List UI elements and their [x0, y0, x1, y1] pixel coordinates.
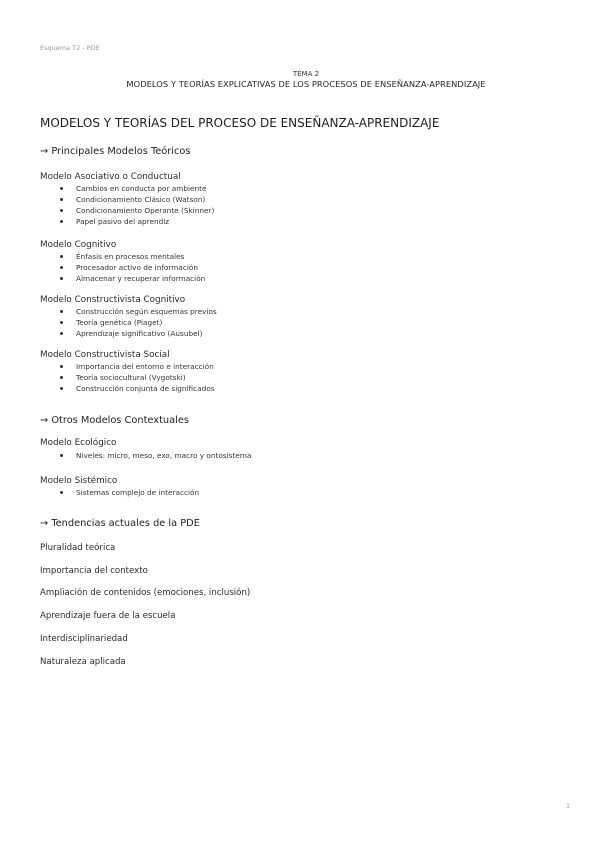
bullet-list-constructivista-social — [60, 361, 215, 394]
bullet-dot-icon — [60, 198, 63, 201]
model-title-sistemico: Modelo Sistémico — [40, 476, 118, 486]
trend-item: Aprendizaje fuera de la escuela — [40, 611, 176, 621]
list-item: Énfasis en procesos mentales — [60, 251, 205, 262]
list-item: Teoría sociocultural (Vygotski) — [60, 372, 215, 383]
tema-title: MODELOS Y TEORÍAS EXPLICATIVAS DE LOS PROCESOS DE ENSEÑANZA-APRENDIZAJE — [126, 79, 486, 89]
bullet-dot-icon — [60, 332, 63, 335]
list-item: Procesador activo de información — [60, 262, 205, 273]
bullet-dot-icon — [60, 454, 63, 457]
header-note: Esquema T2 - PDE — [40, 44, 100, 52]
list-item: Condicionamiento Clásico (Watson) — [60, 194, 214, 205]
section-heading-principales: → Principales Modelos Teóricos — [40, 146, 191, 157]
bullet-dot-icon — [60, 187, 63, 190]
main-title: MODELOS Y TEORÍAS DEL PROCESO DE ENSEÑANZA-APRENDIZAJE — [40, 116, 440, 130]
bullet-dot-icon — [60, 277, 63, 280]
tema-label: TEMA 2 — [292, 70, 320, 78]
section-heading-contextuales: → Otros Modelos Contextuales — [40, 415, 189, 426]
bullet-dot-icon — [60, 365, 63, 368]
model-title-constructivista-cognitivo: Modelo Constructivista Cognitivo — [40, 295, 186, 305]
bullet-dot-icon — [60, 376, 63, 379]
bullet-dot-icon — [60, 220, 63, 223]
trend-item: Pluralidad teórica — [40, 543, 116, 553]
bullet-dot-icon — [60, 321, 63, 324]
trend-item: Interdisciplinariedad — [40, 634, 128, 644]
bullet-dot-icon — [60, 255, 63, 258]
model-title-cognitivo: Modelo Cognitivo — [40, 240, 117, 250]
list-item: Niveles: micro, meso, exo, macro y ontosistema — [60, 450, 251, 461]
bullet-list-cognitivo — [60, 251, 205, 284]
list-item: Construcción conjunta de significados — [60, 383, 215, 394]
model-title-ecologico: Modelo Ecológico — [40, 438, 117, 448]
list-item: Sistemas complejo de interacción — [60, 487, 199, 498]
section-heading-tendencias: → Tendencias actuales de la PDE — [40, 518, 200, 529]
bullet-list-sistemico — [60, 487, 199, 498]
list-item: Condicionamiento Operante (Skinner) — [60, 205, 214, 216]
model-title-conductual: Modelo Asociativo o Conductual — [40, 172, 181, 182]
bullet-list-conductual — [60, 183, 214, 227]
bullet-dot-icon — [60, 266, 63, 269]
trend-item: Importancia del contexto — [40, 566, 148, 576]
bullet-list-ecologico — [60, 450, 251, 461]
list-item: Almacenar y recuperar información — [60, 273, 205, 284]
list-item: Cambios en conducta por ambiente — [60, 183, 214, 194]
bullet-dot-icon — [60, 387, 63, 390]
page-number: 1 — [566, 802, 571, 810]
model-title-constructivista-social: Modelo Constructivista Social — [40, 350, 170, 360]
list-item: Importancia del entorno e interacción — [60, 361, 215, 372]
list-item: Aprendizaje significativo (Ausubel) — [60, 328, 217, 339]
bullet-dot-icon — [60, 310, 63, 313]
list-item: Construcción según esquemas previos — [60, 306, 217, 317]
bullet-dot-icon — [60, 491, 63, 494]
trend-item: Naturaleza aplicada — [40, 657, 126, 667]
trend-item: Ampliación de contenidos (emociones, inclusión) — [40, 588, 251, 598]
list-item: Papel pasivo del aprendiz — [60, 216, 214, 227]
bullet-dot-icon — [60, 209, 63, 212]
list-item: Teoría genética (Piaget) — [60, 317, 217, 328]
bullet-list-constructivista-cognitivo — [60, 306, 217, 339]
